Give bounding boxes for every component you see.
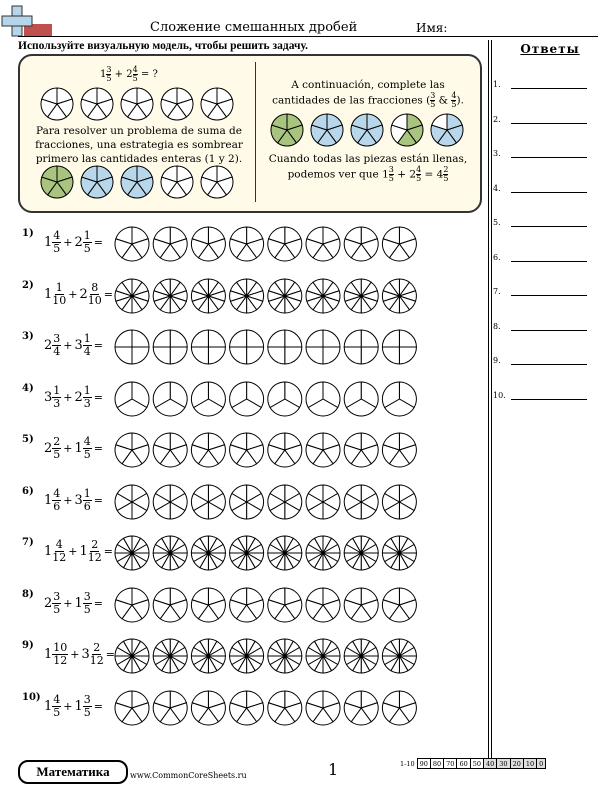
fraction-circle	[191, 279, 225, 313]
circle-slice[interactable]	[191, 347, 208, 364]
answer-blank[interactable]	[511, 123, 587, 124]
score-label: 1-10	[400, 759, 415, 768]
fraction: $\frac{4}{5}$	[53, 229, 61, 255]
fraction-circle	[115, 227, 149, 261]
fraction-circle	[115, 691, 149, 725]
fraction-circle	[121, 166, 153, 198]
fraction: $\frac{1}{3}$	[83, 383, 91, 410]
fraction-circle	[344, 279, 378, 313]
circle-slice[interactable]	[399, 347, 416, 364]
fraction-circle	[41, 88, 73, 120]
fraction-circle	[115, 588, 149, 622]
circle-slice[interactable]	[382, 330, 399, 347]
plus-sign: +	[70, 648, 80, 661]
circle-slice[interactable]	[115, 330, 132, 347]
fraction-circle	[153, 382, 187, 416]
fraction-circle	[230, 279, 264, 313]
example-divider	[255, 62, 256, 202]
fraction-circle	[344, 227, 378, 261]
fraction: $\frac{3}{5}$	[83, 589, 91, 616]
problem-number: 1)	[22, 228, 34, 239]
problem-expression	[44, 591, 105, 616]
fraction-circle	[311, 114, 343, 146]
circle-slice[interactable]	[285, 347, 302, 364]
fraction-circle	[153, 279, 187, 313]
score-cell: 60	[457, 759, 470, 769]
fraction-circle	[191, 691, 225, 725]
problem-number: 5)	[22, 434, 34, 445]
problem-number: 9)	[22, 640, 34, 651]
fraction-circle	[153, 639, 187, 673]
score-cell: 20	[510, 759, 523, 769]
answer-number: 4.	[493, 183, 501, 193]
fraction-circle	[115, 279, 149, 313]
fraction-circle	[230, 485, 264, 519]
circle-slice[interactable]	[115, 347, 132, 364]
answer-line-3[interactable]	[493, 149, 593, 158]
whole-number: 2	[44, 595, 53, 611]
score-cell: 40	[484, 759, 497, 769]
whole-number: 3	[74, 338, 83, 353]
fraction-circle	[344, 433, 378, 467]
score-cell: 10	[523, 759, 536, 769]
fraction-circle	[81, 88, 113, 120]
circle-slice[interactable]	[170, 330, 187, 347]
fraction: $\frac{1}{5}$	[83, 229, 91, 255]
fraction-circle	[81, 166, 113, 198]
whole-number: 1	[44, 235, 53, 250]
answer-line-8[interactable]	[493, 322, 593, 331]
fraction-circle	[230, 588, 264, 622]
fraction-circle	[306, 382, 340, 416]
fraction-circle	[268, 536, 302, 570]
whole-number: 2	[74, 389, 83, 405]
fraction-circle	[344, 330, 378, 364]
circle-slice[interactable]	[153, 330, 170, 347]
answer-line-2[interactable]	[493, 115, 593, 124]
problem-number: 7)	[22, 537, 34, 548]
site-url: www.CommonCoreSheets.ru	[130, 771, 247, 780]
whole-number: 1	[44, 492, 53, 508]
fraction-circle	[41, 166, 73, 198]
fraction-circle	[115, 639, 149, 673]
whole-number: 3	[81, 647, 90, 662]
fraction-circle	[268, 330, 302, 364]
circle-slice[interactable]	[208, 347, 225, 364]
fraction-circle	[344, 588, 378, 622]
fraction-circle	[201, 166, 233, 198]
fraction-circle	[306, 536, 340, 570]
fraction-circle	[382, 227, 416, 261]
fraction-circle	[230, 536, 264, 570]
answer-number: 2.	[493, 114, 501, 124]
whole-number: 1	[74, 441, 83, 456]
fraction-circle	[161, 166, 193, 198]
fraction-circle	[153, 485, 187, 519]
fraction-circle	[306, 639, 340, 673]
answer-line-10[interactable]	[493, 391, 593, 400]
score-cell: 30	[497, 759, 510, 769]
problem-number: 3)	[22, 331, 34, 342]
plus-sign: +	[63, 596, 73, 610]
example-left-text: Para resolver un problema de suma de fracciones, una estrategia es sombrear primero las cantidades enteras (1 y 2).	[35, 125, 243, 165]
fraction-circle	[382, 485, 416, 519]
answer-blank[interactable]	[511, 399, 587, 400]
whole-number: 1	[79, 544, 88, 559]
problem-circles[interactable]	[114, 533, 424, 573]
problem-circles[interactable]	[114, 482, 424, 522]
fraction-circle	[306, 691, 340, 725]
fraction-circle	[153, 691, 187, 725]
logo-plus-icon	[0, 4, 52, 38]
fraction-circle	[268, 588, 302, 622]
fraction: $\frac{1}{10}$	[52, 280, 67, 307]
fraction-circle	[382, 433, 416, 467]
fraction-circle	[121, 88, 153, 120]
page-title: Сложение смешанных дробей	[150, 20, 358, 35]
problem-expression	[44, 694, 105, 719]
fraction-circle	[306, 279, 340, 313]
fraction-circle	[306, 588, 340, 622]
fraction-circle	[153, 227, 187, 261]
fraction-circle	[382, 588, 416, 622]
answer-blank[interactable]	[511, 364, 587, 365]
fraction: $\frac{10}{12}$	[53, 641, 68, 667]
equals-sign: =	[105, 648, 115, 661]
fraction: $\frac{3}{5}$	[83, 692, 91, 719]
circle-slice[interactable]	[344, 347, 361, 364]
fraction-circle	[344, 382, 378, 416]
fraction-circle	[115, 536, 149, 570]
fraction-circle	[230, 691, 264, 725]
answer-number: 3.	[493, 149, 501, 158]
fraction-circle	[191, 330, 225, 364]
problem-number: 6)	[22, 485, 34, 497]
fraction-circle	[191, 639, 225, 673]
fraction: $\frac{4}{5}$	[83, 435, 91, 461]
circle-slice[interactable]	[208, 330, 225, 347]
fraction-circle	[115, 330, 149, 364]
fraction: $\frac{2}{5}$	[53, 435, 61, 461]
whole-number: 1	[100, 69, 107, 80]
fraction-circle	[230, 382, 264, 416]
fraction-circle	[268, 639, 302, 673]
fraction-circle	[306, 485, 340, 519]
fraction-circle	[191, 485, 225, 519]
fraction-circle	[230, 227, 264, 261]
fraction-circle	[382, 639, 416, 673]
fraction-circle	[382, 279, 416, 313]
fraction-circle	[344, 639, 378, 673]
fraction: $\frac{1}{3}$	[53, 383, 61, 410]
answer-line-6[interactable]	[493, 253, 593, 262]
fraction-circle	[191, 433, 225, 467]
example-right-text: A continuación, complete las cantidades de las fracciones ( $\frac{3}{5}$ & $\frac{4}{5}$ ).	[272, 79, 464, 109]
page-number: 1	[328, 760, 339, 779]
fraction-circle	[230, 639, 264, 673]
problem-circles[interactable]	[114, 276, 424, 316]
fraction-circle	[268, 485, 302, 519]
fraction-circle	[230, 433, 264, 467]
fraction-circle	[115, 485, 149, 519]
fraction: $\frac{2}{12}$	[89, 641, 104, 667]
circle-slice[interactable]	[230, 330, 247, 347]
problem-circles[interactable]	[114, 688, 424, 728]
fraction-circle	[344, 485, 378, 519]
fraction: $\frac{8}{10}$	[87, 280, 102, 307]
answers-title: Ответы	[520, 42, 580, 56]
circle-slice[interactable]	[191, 330, 208, 347]
circle-slice[interactable]	[344, 330, 361, 347]
answer-blank[interactable]	[511, 330, 587, 331]
fraction-circle	[382, 382, 416, 416]
problem-circles[interactable]	[114, 224, 424, 264]
fraction-circle	[271, 114, 303, 146]
problem-expression	[44, 539, 115, 564]
circle-slice[interactable]	[170, 347, 187, 364]
equals-sign: =	[93, 493, 103, 507]
fraction-circle	[382, 536, 416, 570]
whole-number: 2	[44, 338, 53, 353]
answer-number: 10.	[493, 390, 506, 400]
answer-column-border	[488, 40, 489, 762]
answer-line-9[interactable]	[493, 356, 593, 365]
example-conclusion-text: Cuando todas las piezas están llenas, podemos ver que 1 $\frac{3}{5}$ + 2 $\frac{4}{5}$ = 4 $\frac{2}{5}$	[268, 153, 468, 183]
score-table	[398, 758, 546, 769]
problem-number: 2)	[22, 279, 34, 291]
problem-expression	[44, 230, 105, 255]
fraction-circle	[230, 330, 264, 364]
circle-slice[interactable]	[361, 330, 378, 347]
equals-sign: =	[103, 287, 113, 301]
answer-number: 1.	[493, 80, 501, 89]
fraction-circle	[191, 588, 225, 622]
fraction-circle	[153, 536, 187, 570]
fraction-circle	[161, 88, 193, 120]
fraction: $\frac{4}{12}$	[52, 538, 67, 564]
circle-slice[interactable]	[230, 347, 247, 364]
fraction-circle	[268, 433, 302, 467]
whole-number: 2	[79, 286, 88, 302]
circle-slice[interactable]	[382, 347, 399, 364]
fraction-circle	[306, 330, 340, 364]
fraction-circle	[344, 536, 378, 570]
fraction-circle	[391, 114, 423, 146]
example-expression: 1 $\frac{3}{5}$ + 2 $\frac{4}{5}$ = ?	[100, 65, 158, 83]
circle-slice[interactable]	[268, 347, 285, 364]
equals-sign: =	[93, 339, 103, 352]
answer-blank[interactable]	[511, 226, 587, 227]
plus-sign: +	[68, 287, 78, 301]
fraction-circle	[268, 279, 302, 313]
fraction-circle	[191, 227, 225, 261]
fraction-circle	[431, 114, 463, 146]
problem-expression	[44, 333, 105, 358]
fraction: $\frac{1}{6}$	[83, 486, 91, 513]
equals-sign: =	[93, 596, 103, 610]
problem-circles[interactable]	[114, 327, 424, 367]
fraction: $\frac{4}{6}$	[53, 486, 61, 513]
fraction-circle	[306, 227, 340, 261]
problem-circles[interactable]	[114, 430, 424, 470]
plus-sign: +	[63, 493, 73, 507]
circle-slice[interactable]	[323, 330, 340, 347]
problem-expression	[44, 642, 117, 667]
answer-line-7[interactable]	[493, 287, 593, 296]
score-cell: 70	[444, 759, 457, 769]
circle-slice[interactable]	[361, 347, 378, 364]
equals-sign: =	[103, 545, 113, 558]
fraction: $\frac{3}{5}$	[53, 589, 61, 616]
equals-sign: =	[93, 699, 103, 713]
circle-slice[interactable]	[153, 347, 170, 364]
fraction: $\frac{1}{4}$	[83, 332, 91, 358]
fraction-circle	[191, 536, 225, 570]
whole-number: 2	[44, 441, 53, 456]
fraction-circle	[268, 691, 302, 725]
circle-slice[interactable]	[323, 347, 340, 364]
equals-sign: =	[93, 442, 103, 455]
example-circles-shaded	[40, 164, 240, 200]
circle-slice[interactable]	[399, 330, 416, 347]
problem-circles[interactable]	[114, 379, 424, 419]
plus-sign: +	[63, 236, 73, 249]
answer-blank[interactable]	[511, 295, 587, 296]
circle-slice[interactable]	[132, 330, 149, 347]
whole-number: 1	[44, 286, 53, 302]
plus-sign: +	[63, 390, 73, 404]
example-circles-unshaded	[40, 86, 240, 122]
fraction-circle	[268, 227, 302, 261]
score-cell: 0	[537, 759, 546, 769]
example-circles-completed	[270, 112, 470, 148]
fraction: $\frac{4}{5}$	[53, 692, 61, 719]
problem-expression	[44, 282, 115, 307]
answer-blank[interactable]	[511, 157, 587, 158]
whole-number: 2	[74, 235, 83, 250]
whole-number: 1	[44, 698, 53, 714]
fraction: $\frac{3}{4}$	[53, 332, 61, 358]
header-rule	[18, 36, 598, 37]
answer-line-5[interactable]	[493, 218, 593, 227]
problem-expression	[44, 436, 105, 461]
whole-number: 3	[74, 492, 83, 508]
problem-number: 4)	[22, 382, 34, 394]
equals-sign: =	[93, 390, 103, 404]
whole-number: 1	[74, 698, 83, 714]
problem-circles[interactable]	[114, 585, 424, 625]
answer-number: 5.	[493, 218, 501, 227]
score-cell: 50	[470, 759, 483, 769]
circle-slice[interactable]	[132, 347, 149, 364]
plus-sign: +	[63, 339, 73, 352]
whole-number: 1	[74, 595, 83, 611]
fraction-circle	[306, 433, 340, 467]
fraction-circle	[351, 114, 383, 146]
whole-number: 1	[44, 647, 53, 662]
answer-line-4[interactable]	[493, 184, 593, 193]
fraction-circle	[153, 588, 187, 622]
plus-sign: +	[63, 699, 73, 713]
answer-column-border-inner	[491, 40, 492, 762]
fraction-circle	[382, 330, 416, 364]
answer-number: 7.	[493, 287, 501, 296]
problem-expression	[44, 488, 105, 513]
problem-circles[interactable]	[114, 636, 424, 676]
circle-slice[interactable]	[306, 347, 323, 364]
equals-sign: =	[93, 236, 103, 249]
answer-blank[interactable]	[511, 261, 587, 262]
fraction-circle	[153, 330, 187, 364]
answer-number: 9.	[493, 356, 501, 365]
answer-number: 6.	[493, 252, 501, 262]
answer-blank[interactable]	[511, 88, 587, 89]
problem-expression	[44, 385, 105, 410]
answer-number: 8.	[493, 321, 501, 331]
circle-slice[interactable]	[306, 330, 323, 347]
circle-slice[interactable]	[247, 347, 264, 364]
plus-sign: +	[68, 545, 78, 558]
fraction-circle	[115, 433, 149, 467]
name-label: Имя:	[416, 21, 448, 35]
score-cell: 90	[417, 759, 430, 769]
fraction: $\frac{2}{12}$	[87, 538, 102, 564]
fraction-circle	[201, 88, 233, 120]
fraction-circle	[268, 382, 302, 416]
fraction-circle	[191, 382, 225, 416]
score-cell: 80	[430, 759, 443, 769]
circle-slice[interactable]	[247, 330, 264, 347]
answer-line-1[interactable]	[493, 80, 593, 89]
plus-sign: +	[63, 442, 73, 455]
instruction-text: Используйте визуальную модель, чтобы решить задачу.	[18, 40, 308, 52]
fraction-circle	[344, 691, 378, 725]
whole-number: 3	[44, 389, 53, 405]
problem-number: 10)	[22, 691, 41, 703]
answer-blank[interactable]	[511, 192, 587, 193]
fraction-circle	[153, 433, 187, 467]
brand-badge: Математика	[18, 760, 128, 784]
problem-number: 8)	[22, 588, 34, 600]
fraction-circle	[382, 691, 416, 725]
whole-number: 1	[44, 544, 53, 559]
circle-slice[interactable]	[268, 330, 285, 347]
circle-slice[interactable]	[285, 330, 302, 347]
fraction-circle	[115, 382, 149, 416]
